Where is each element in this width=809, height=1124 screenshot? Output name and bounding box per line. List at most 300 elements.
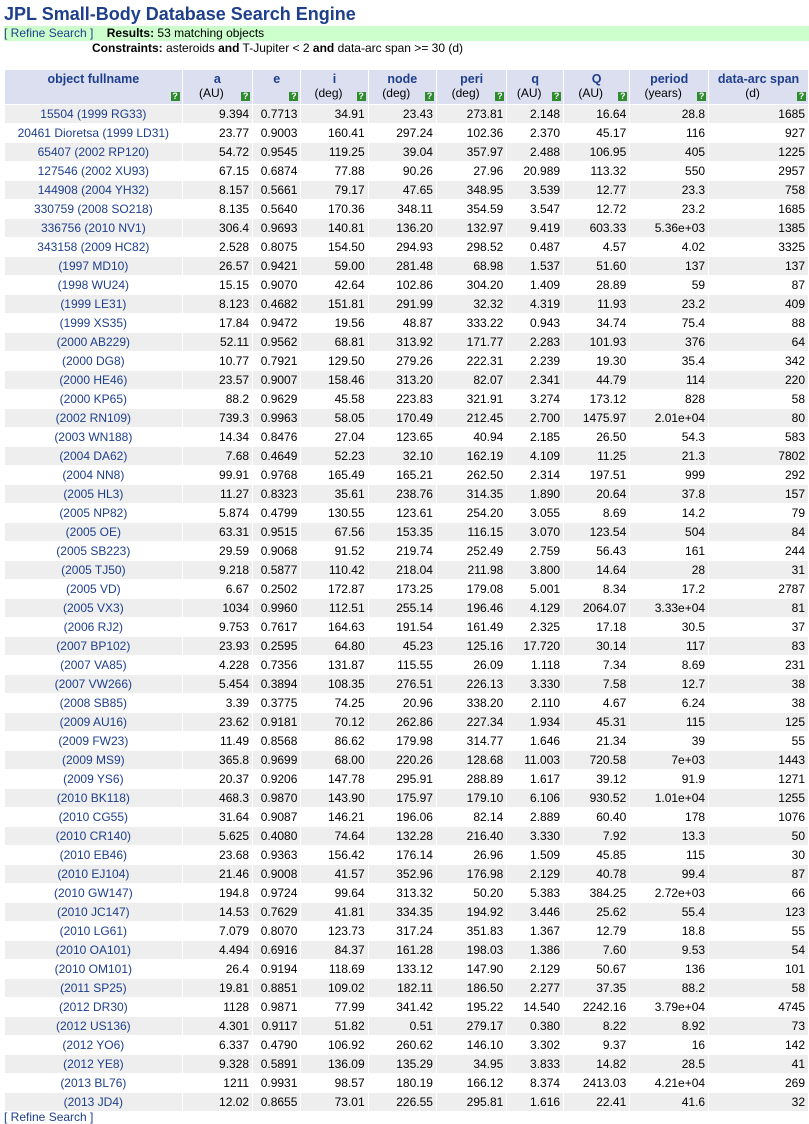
help-icon[interactable]: ? — [172, 91, 178, 101]
refine-search-link-bottom[interactable]: [ Refine Search ] — [4, 1110, 94, 1124]
table-cell: 102.36 — [437, 124, 506, 142]
table-cell: 0.2595 — [253, 637, 300, 655]
table-cell: 260.62 — [369, 1036, 436, 1054]
object-name-link[interactable]: (2005 TJ50) — [5, 561, 182, 579]
table-cell: 179.08 — [437, 580, 506, 598]
table-cell: 74.64 — [301, 827, 367, 845]
table-cell: 196.46 — [437, 599, 506, 617]
table-row — [5, 447, 808, 465]
table-cell: 2.72e+03 — [630, 884, 708, 902]
table-cell: 39.12 — [564, 770, 629, 788]
table-cell: 161 — [630, 542, 708, 560]
column-header-label[interactable]: e — [273, 72, 281, 86]
object-name-link[interactable]: 20461 Dioretsa (1999 LD31) — [5, 124, 182, 142]
object-name-link[interactable]: (2000 HE46) — [5, 371, 182, 389]
table-cell: 32.32 — [437, 295, 506, 313]
table-cell: 45.23 — [369, 637, 436, 655]
object-name-link[interactable]: 343158 (2009 HC82) — [5, 238, 182, 256]
table-cell: 52.23 — [301, 447, 367, 465]
table-cell: 0.3894 — [253, 675, 300, 693]
object-name-link[interactable]: 127546 (2002 XU93) — [5, 162, 182, 180]
table-cell: 0.4080 — [253, 827, 300, 845]
table-row — [5, 181, 808, 199]
table-row — [5, 485, 808, 503]
table-cell: 44.79 — [564, 371, 629, 389]
table-cell: 930.52 — [564, 789, 629, 807]
table-cell: 74.25 — [301, 694, 367, 712]
table-cell: 0.9724 — [253, 884, 300, 902]
column-header[interactable] — [630, 70, 708, 104]
constraint-data-arc: data-arc span >= 30 (d) — [337, 41, 464, 55]
object-name-link[interactable]: 336756 (2010 NV1) — [5, 219, 182, 237]
table-cell: 175.97 — [369, 789, 436, 807]
table-cell: 20.96 — [369, 694, 436, 712]
table-cell: 0.8568 — [253, 732, 300, 750]
table-cell: 52.11 — [183, 333, 252, 351]
table-cell: 338.20 — [437, 694, 506, 712]
table-cell: 0.7356 — [253, 656, 300, 674]
table-cell: 216.40 — [437, 827, 506, 845]
table-cell: 34.95 — [437, 1055, 506, 1073]
table-cell: 2.759 — [507, 542, 563, 560]
table-cell: 0.9007 — [253, 371, 300, 389]
results-table — [4, 69, 809, 1112]
table-cell: 1.616 — [507, 1093, 563, 1111]
table-cell: 88.2 — [183, 390, 252, 408]
object-name-link[interactable]: (1997 MD10) — [5, 257, 182, 275]
table-cell: 23.2 — [630, 200, 708, 218]
table-cell: 29.59 — [183, 542, 252, 560]
help-icon[interactable]: ? — [553, 91, 560, 101]
table-cell: 0.7713 — [253, 105, 300, 123]
table-cell: 81 — [709, 599, 808, 617]
table-cell: 269 — [709, 1074, 808, 1092]
column-header[interactable] — [301, 70, 367, 104]
table-cell: 8.92 — [630, 1017, 708, 1035]
table-cell: 2.889 — [507, 808, 563, 826]
table-cell: 4.228 — [183, 656, 252, 674]
table-cell: 4.301 — [183, 1017, 252, 1035]
object-name-link[interactable]: 330759 (2008 SO218) — [5, 200, 182, 218]
object-name-link[interactable]: (2005 HL3) — [5, 485, 182, 503]
table-row — [5, 846, 808, 864]
column-header-label[interactable]: node — [387, 72, 418, 86]
table-cell: 8.22 — [564, 1017, 629, 1035]
table-cell: 31 — [709, 561, 808, 579]
table-cell: 0.8075 — [253, 238, 300, 256]
constraint-and-1: and — [218, 41, 240, 55]
table-cell: 4.67 — [564, 694, 629, 712]
table-cell: 58 — [709, 979, 808, 997]
column-header[interactable] — [253, 70, 300, 104]
table-cell: 77.99 — [301, 998, 367, 1016]
column-header-label[interactable]: q — [531, 72, 540, 86]
table-cell: 218.04 — [369, 561, 436, 579]
table-cell: 281.48 — [369, 257, 436, 275]
table-cell: 114 — [630, 371, 708, 389]
table-cell: 73.01 — [301, 1093, 367, 1111]
table-cell: 68.81 — [301, 333, 367, 351]
table-cell: 0.9871 — [253, 998, 300, 1016]
object-name-link[interactable]: (2009 MS9) — [5, 751, 182, 769]
table-cell: 0.9562 — [253, 333, 300, 351]
object-name-link[interactable]: (2008 SB85) — [5, 694, 182, 712]
table-cell: 80 — [709, 409, 808, 427]
object-name-link[interactable]: (2005 NP82) — [5, 504, 182, 522]
table-cell: 279.26 — [369, 352, 436, 370]
table-cell: 2957 — [709, 162, 808, 180]
table-cell: 19.56 — [301, 314, 367, 332]
table-cell: 50 — [709, 827, 808, 845]
table-cell: 146.10 — [437, 1036, 506, 1054]
object-name-link[interactable]: 65407 (2002 RP120) — [5, 143, 182, 161]
table-cell: 136 — [630, 960, 708, 978]
table-cell: 17.84 — [183, 314, 252, 332]
table-cell: 173.12 — [564, 390, 629, 408]
table-cell: 28 — [630, 561, 708, 579]
table-cell: 7.58 — [564, 675, 629, 693]
column-header-label[interactable]: data-arc span — [717, 72, 800, 86]
table-cell: 14.53 — [183, 903, 252, 921]
table-cell: 4.21e+04 — [630, 1074, 708, 1092]
table-cell: 147.78 — [301, 770, 367, 788]
object-name-link[interactable]: (2010 OM101) — [5, 960, 182, 978]
table-cell: 196.06 — [369, 808, 436, 826]
help-icon[interactable]: ? — [291, 91, 297, 101]
table-cell: 0.8851 — [253, 979, 300, 997]
table-cell: 20.37 — [183, 770, 252, 788]
table-cell: 9.53 — [630, 941, 708, 959]
column-header-unit: (AU) — [199, 86, 224, 100]
object-name-link[interactable]: (2005 SB223) — [5, 542, 182, 560]
object-name-link[interactable]: (2007 BP102) — [5, 637, 182, 655]
table-cell: 0.8070 — [253, 922, 300, 940]
table-cell: 99.64 — [301, 884, 367, 902]
table-cell: 35.61 — [301, 485, 367, 503]
object-name-link[interactable]: (2000 KP65) — [5, 390, 182, 408]
object-name-link[interactable]: (2007 VA85) — [5, 656, 182, 674]
table-cell: 101 — [709, 960, 808, 978]
refine-search-link[interactable]: [ Refine Search ] — [4, 26, 94, 40]
table-cell: 0.9960 — [253, 599, 300, 617]
object-name-link[interactable]: (2013 BL76) — [5, 1074, 182, 1092]
column-header-label[interactable]: object fullname — [47, 72, 140, 86]
table-cell: 173.25 — [369, 580, 436, 598]
object-name-link[interactable]: (2004 NN8) — [5, 466, 182, 484]
table-cell: 314.35 — [437, 485, 506, 503]
column-header-label[interactable]: a — [213, 72, 221, 86]
table-cell: 828 — [630, 390, 708, 408]
table-cell: 3.302 — [507, 1036, 563, 1054]
table-cell: 110.42 — [301, 561, 367, 579]
table-row — [5, 105, 808, 123]
table-cell: 12.77 — [564, 181, 629, 199]
table-cell: 87 — [709, 276, 808, 294]
table-row — [5, 789, 808, 807]
table-row — [5, 903, 808, 921]
table-cell: 1.537 — [507, 257, 563, 275]
object-name-link[interactable]: 144908 (2004 YH32) — [5, 181, 182, 199]
table-cell: 504 — [630, 523, 708, 541]
table-cell: 244 — [709, 542, 808, 560]
table-row — [5, 295, 808, 313]
object-name-link[interactable]: (2000 DG8) — [5, 352, 182, 370]
table-cell: 583 — [709, 428, 808, 446]
table-cell: 106.95 — [564, 143, 629, 161]
table-cell: 2.700 — [507, 409, 563, 427]
column-header-unit: (deg) — [451, 86, 480, 100]
table-cell: 279.17 — [437, 1017, 506, 1035]
help-icon[interactable]: ? — [620, 91, 626, 101]
table-cell: 3.39 — [183, 694, 252, 712]
object-name-link[interactable]: (1999 XS35) — [5, 314, 182, 332]
object-name-link[interactable]: (2007 VW266) — [5, 675, 182, 693]
table-cell: 112.51 — [301, 599, 367, 617]
table-cell: 4.319 — [507, 295, 563, 313]
table-cell: 223.83 — [369, 390, 436, 408]
table-cell: 129.50 — [301, 352, 367, 370]
table-cell: 334.35 — [369, 903, 436, 921]
table-cell: 4.109 — [507, 447, 563, 465]
object-name-link[interactable]: (2006 RJ2) — [5, 618, 182, 636]
table-cell: 38 — [709, 694, 808, 712]
table-row — [5, 428, 808, 446]
table-cell: 7e+03 — [630, 751, 708, 769]
column-header-label[interactable]: i — [332, 72, 337, 86]
table-cell: 147.90 — [437, 960, 506, 978]
object-name-link[interactable]: (2005 VD) — [5, 580, 182, 598]
table-cell: 136.20 — [369, 219, 436, 237]
table-row — [5, 599, 808, 617]
object-name-link[interactable]: (2010 GW147) — [5, 884, 182, 902]
table-cell: 70.12 — [301, 713, 367, 731]
column-header[interactable] — [369, 70, 436, 104]
table-cell: 252.49 — [437, 542, 506, 560]
table-cell: 9.37 — [564, 1036, 629, 1054]
table-cell: 1128 — [183, 998, 252, 1016]
help-icon[interactable]: ? — [698, 91, 705, 101]
table-cell: 927 — [709, 124, 808, 142]
object-name-link[interactable]: (2010 LG61) — [5, 922, 182, 940]
table-cell: 102.86 — [369, 276, 436, 294]
table-cell: 136.09 — [301, 1055, 367, 1073]
table-row — [5, 808, 808, 826]
table-cell: 58 — [709, 390, 808, 408]
object-name-link[interactable]: (2009 YS6) — [5, 770, 182, 788]
table-cell: 55 — [709, 922, 808, 940]
column-header[interactable] — [183, 70, 252, 104]
table-cell: 0.7629 — [253, 903, 300, 921]
object-name-link[interactable]: (2005 VX3) — [5, 599, 182, 617]
table-cell: 8.123 — [183, 295, 252, 313]
table-cell: 550 — [630, 162, 708, 180]
table-cell: 603.33 — [564, 219, 629, 237]
table-cell: 9.218 — [183, 561, 252, 579]
object-name-link[interactable]: (2010 EB46) — [5, 846, 182, 864]
table-cell: 1475.97 — [564, 409, 629, 427]
column-header[interactable] — [564, 70, 629, 104]
object-name-link[interactable]: (2010 BK118) — [5, 789, 182, 807]
object-name-link[interactable]: (2000 AB229) — [5, 333, 182, 351]
column-header-label[interactable]: peri — [460, 72, 484, 86]
table-cell: 1.934 — [507, 713, 563, 731]
object-name-link[interactable]: (2003 WN188) — [5, 428, 182, 446]
column-header[interactable] — [5, 70, 182, 104]
table-cell: 376 — [630, 333, 708, 351]
table-cell: 354.59 — [437, 200, 506, 218]
table-cell: 0.9003 — [253, 124, 300, 142]
object-name-link[interactable]: (2002 RN109) — [5, 409, 182, 427]
object-name-link[interactable]: (2010 OA101) — [5, 941, 182, 959]
table-cell: 11.93 — [564, 295, 629, 313]
table-cell: 0.4682 — [253, 295, 300, 313]
table-cell: 45.31 — [564, 713, 629, 731]
table-cell: 12.79 — [564, 922, 629, 940]
column-header-label[interactable]: period — [650, 72, 689, 86]
table-cell: 2242.16 — [564, 998, 629, 1016]
object-name-link[interactable]: (2010 CR140) — [5, 827, 182, 845]
table-cell: 26.4 — [183, 960, 252, 978]
table-cell: 154.50 — [301, 238, 367, 256]
object-name-link[interactable]: (2010 CG55) — [5, 808, 182, 826]
table-cell: 739.3 — [183, 409, 252, 427]
table-cell: 4.57 — [564, 238, 629, 256]
table-row — [5, 1055, 808, 1073]
table-cell: 42.64 — [301, 276, 367, 294]
help-icon[interactable]: ? — [358, 91, 364, 101]
table-cell: 3325 — [709, 238, 808, 256]
table-cell: 17.720 — [507, 637, 563, 655]
help-icon[interactable]: ? — [242, 91, 249, 101]
table-row — [5, 561, 808, 579]
help-icon[interactable]: ? — [798, 91, 805, 101]
table-cell: 172.87 — [301, 580, 367, 598]
object-name-link[interactable]: (2012 DR30) — [5, 998, 182, 1016]
column-header[interactable] — [437, 70, 506, 104]
table-cell: 151.81 — [301, 295, 367, 313]
table-cell: 14.2 — [630, 504, 708, 522]
table-cell: 2.314 — [507, 466, 563, 484]
table-row — [5, 1036, 808, 1054]
table-cell: 27.04 — [301, 428, 367, 446]
table-cell: 88.2 — [630, 979, 708, 997]
object-name-link[interactable]: (1999 LE31) — [5, 295, 182, 313]
table-cell: 212.45 — [437, 409, 506, 427]
help-icon[interactable]: ? — [426, 91, 433, 101]
table-cell: 2.325 — [507, 618, 563, 636]
table-cell: 1385 — [709, 219, 808, 237]
table-cell: 295.91 — [369, 770, 436, 788]
table-cell: 0.51 — [369, 1017, 436, 1035]
table-cell: 8.135 — [183, 200, 252, 218]
object-name-link[interactable]: (2010 JC147) — [5, 903, 182, 921]
table-cell: 468.3 — [183, 789, 252, 807]
table-cell: 21.46 — [183, 865, 252, 883]
object-name-link[interactable]: (2012 YO6) — [5, 1036, 182, 1054]
table-row — [5, 865, 808, 883]
table-cell: 0.9699 — [253, 751, 300, 769]
object-name-link[interactable]: (1998 WU24) — [5, 276, 182, 294]
object-name-link[interactable]: (2005 OE) — [5, 523, 182, 541]
table-cell: 0.9870 — [253, 789, 300, 807]
object-name-link[interactable]: (2009 FW23) — [5, 732, 182, 750]
table-cell: 0.9472 — [253, 314, 300, 332]
table-cell: 222.31 — [437, 352, 506, 370]
table-cell: 2.283 — [507, 333, 563, 351]
object-name-link[interactable]: (2013 JD4) — [5, 1093, 182, 1111]
table-cell: 91.9 — [630, 770, 708, 788]
object-name-link[interactable]: (2012 YE8) — [5, 1055, 182, 1073]
help-icon[interactable]: ? — [497, 91, 503, 101]
table-row — [5, 675, 808, 693]
table-cell: 333.22 — [437, 314, 506, 332]
constraint-kind: asteroids — [166, 41, 215, 55]
table-row — [5, 542, 808, 560]
table-row — [5, 694, 808, 712]
table-cell: 161.28 — [369, 941, 436, 959]
table-cell: 262.86 — [369, 713, 436, 731]
table-cell: 2.185 — [507, 428, 563, 446]
table-cell: 2.129 — [507, 960, 563, 978]
table-cell: 41.81 — [301, 903, 367, 921]
column-header-label[interactable]: Q — [591, 72, 602, 86]
table-cell: 30.14 — [564, 637, 629, 655]
column-header[interactable] — [709, 70, 808, 104]
results-bar — [4, 26, 809, 41]
table-cell: 25.62 — [564, 903, 629, 921]
object-name-link[interactable]: (2010 EJ104) — [5, 865, 182, 883]
table-cell: 304.20 — [437, 276, 506, 294]
table-row — [5, 713, 808, 731]
table-cell: 14.82 — [564, 1055, 629, 1073]
object-name-link[interactable]: (2009 AU16) — [5, 713, 182, 731]
table-cell: 14.34 — [183, 428, 252, 446]
table-cell: 84.37 — [301, 941, 367, 959]
table-cell: 16 — [630, 1036, 708, 1054]
table-row — [5, 333, 808, 351]
table-cell: 2787 — [709, 580, 808, 598]
results-label: Results: — [106, 26, 155, 40]
table-cell: 142 — [709, 1036, 808, 1054]
table-cell: 341.42 — [369, 998, 436, 1016]
table-cell: 137 — [709, 257, 808, 275]
table-cell: 6.106 — [507, 789, 563, 807]
table-cell: 306.4 — [183, 219, 252, 237]
table-cell: 45.58 — [301, 390, 367, 408]
table-cell: 0.9206 — [253, 770, 300, 788]
table-cell: 313.32 — [369, 884, 436, 902]
column-header[interactable] — [507, 70, 563, 104]
table-cell: 125 — [709, 713, 808, 731]
table-cell: 0.2502 — [253, 580, 300, 598]
object-name-link[interactable]: (2004 DA62) — [5, 447, 182, 465]
table-cell: 357.97 — [437, 143, 506, 161]
table-cell: 117 — [630, 637, 708, 655]
table-cell: 1255 — [709, 789, 808, 807]
table-cell: 54 — [709, 941, 808, 959]
table-cell: 0.4649 — [253, 447, 300, 465]
object-name-link[interactable]: 15504 (1999 RG33) — [5, 105, 182, 123]
object-name-link[interactable]: (2011 SP25) — [5, 979, 182, 997]
table-cell: 178 — [630, 808, 708, 826]
table-row — [5, 352, 808, 370]
table-row — [5, 580, 808, 598]
table-row — [5, 276, 808, 294]
table-cell: 0.9181 — [253, 713, 300, 731]
object-name-link[interactable]: (2012 US136) — [5, 1017, 182, 1035]
table-cell: 276.51 — [369, 675, 436, 693]
table-cell: 211.98 — [437, 561, 506, 579]
